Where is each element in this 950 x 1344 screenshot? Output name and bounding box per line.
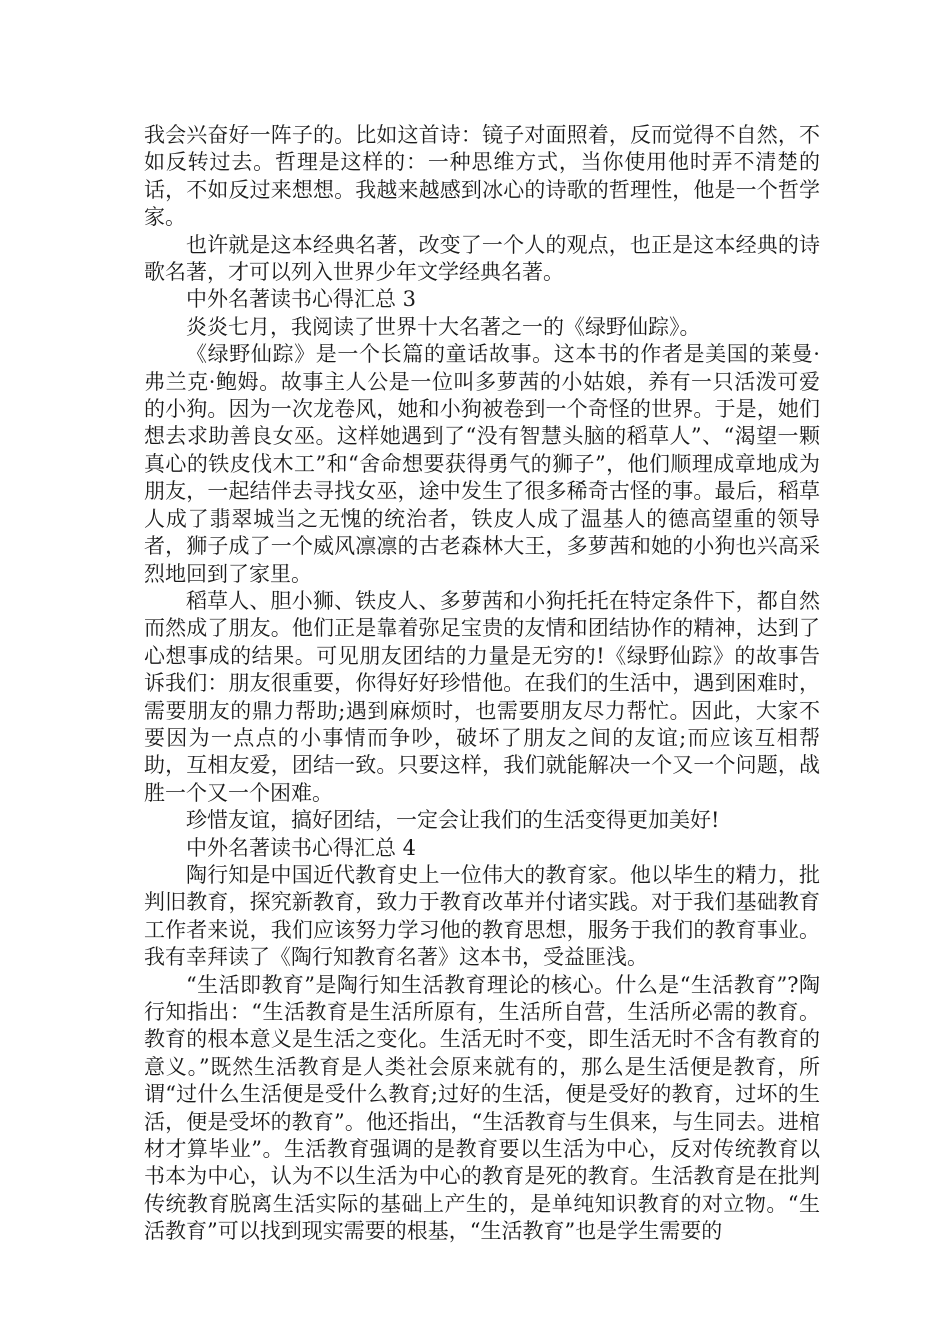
paragraph: 《绿野仙踪》是一个长篇的童话故事。这本书的作者是美国的莱曼·弗兰克·鲍姆。故事主人公是一位叫多萝茜的小姑娘，养有一只活泼可爱的小狗。因为一次龙卷风，她和小狗被卷到一个奇怪的世界。于是，她们想去求助善良女巫。这样她遇到了“没有智慧头脑的稻草人”、“渴望一颗真心的铁皮伐木工”和“舍命想要获得勇气的狮子”，他们顺理成章地成为朋友，一起结伴去寻找女巫，途中发生了很多稀奇古怪的事。最后，稻草人成了翡翠城当之无愧的统治者，铁皮人成了温基人的德高望重的领导者，狮子成了一个威风凛凛的古老森林大王，多萝茜和她的小狗也兴高采烈地回到了家里。 [144,342,820,586]
paragraph: 炎炎七月，我阅读了世界十大名著之一的《绿野仙踪》。 [186,314,701,339]
paragraph: 珍惜友谊，搞好团结，一定会让我们的生活变得更加美好! [186,808,720,833]
section-heading-3: 中外名著读书心得汇总 3 [186,287,417,312]
paragraph: 稻草人、胆小狮、铁皮人、多萝茜和小狗托托在特定条件下，都自然而然成了朋友。他们正是靠着弥足宝贵的友情和团结协作的精神，达到了心想事成的结果。可见朋友团结的力量是无穷的!《绿野仙踪》的故事告诉我们：朋友很重要，你得好好珍惜他。在我们的生活中，遇到困难时，需要朋友的鼎力帮助;遇到麻烦时，也需要朋友尽力帮忙。因此，大家不要因为一点点的小事情而争吵，破坏了朋友之间的友谊;而应该互相帮助，互相友爱，团结一致。只要这样，我们就能解决一个又一个问题，战胜一个又一个困难。 [144,588,820,805]
paragraph: 也许就是这本经典名著，改变了一个人的观点，也正是这本经典的诗歌名著，才可以列入世界少年文学经典名著。 [144,232,820,285]
paragraph-continued: 我会兴奋好一阵子的。比如这首诗：镜子对面照着，反而觉得不自然，不如反转过去。哲理是这样的：一种思维方式，当你使用他时弄不清楚的话，不如反过来想想。我越来越感到冰心的诗歌的哲理性，他是一个哲学家。 [144,123,820,230]
paragraph: “生活即教育”是陶行知生活教育理论的核心。什么是“生活教育”?陶行知指出：“生活教育是生活所原有，生活所自营，生活所必需的教育。教育的根本意义是生活之变化。生活无时不变，即生活无时不含有教育的意义。”既然生活教育是人类社会原来就有的，那么是生活便是教育，所谓“过什么生活便是受什么教育;过好的生活，便是受好的教育，过坏的生活，便是受坏的教育”。他还指出，“生活教育与生俱来，与生同去。进棺材才算毕业”。生活教育强调的是教育要以生活为中心，反对传统教育以书本为中心，认为不以生活为中心的教育是死的教育。生活教育是在批判传统教育脱离生活实际的基础上产生的，是单纯知识教育的对立物。“生活教育”可以找到现实需要的根基，“生活教育”也是学生需要的 [144,972,820,1244]
paragraph: 陶行知是中国近代教育史上一位伟大的教育家。他以毕生的精力，批判旧教育，探究新教育，致力于教育改革并付诸实践。对于我们基础教育工作者来说，我们应该努力学习他的教育思想，服务于我们的教育事业。我有幸拜读了《陶行知教育名著》这本书，受益匪浅。 [144,862,820,970]
section-heading-4: 中外名著读书心得汇总 4 [186,835,417,860]
document-page [144,122,820,1246]
